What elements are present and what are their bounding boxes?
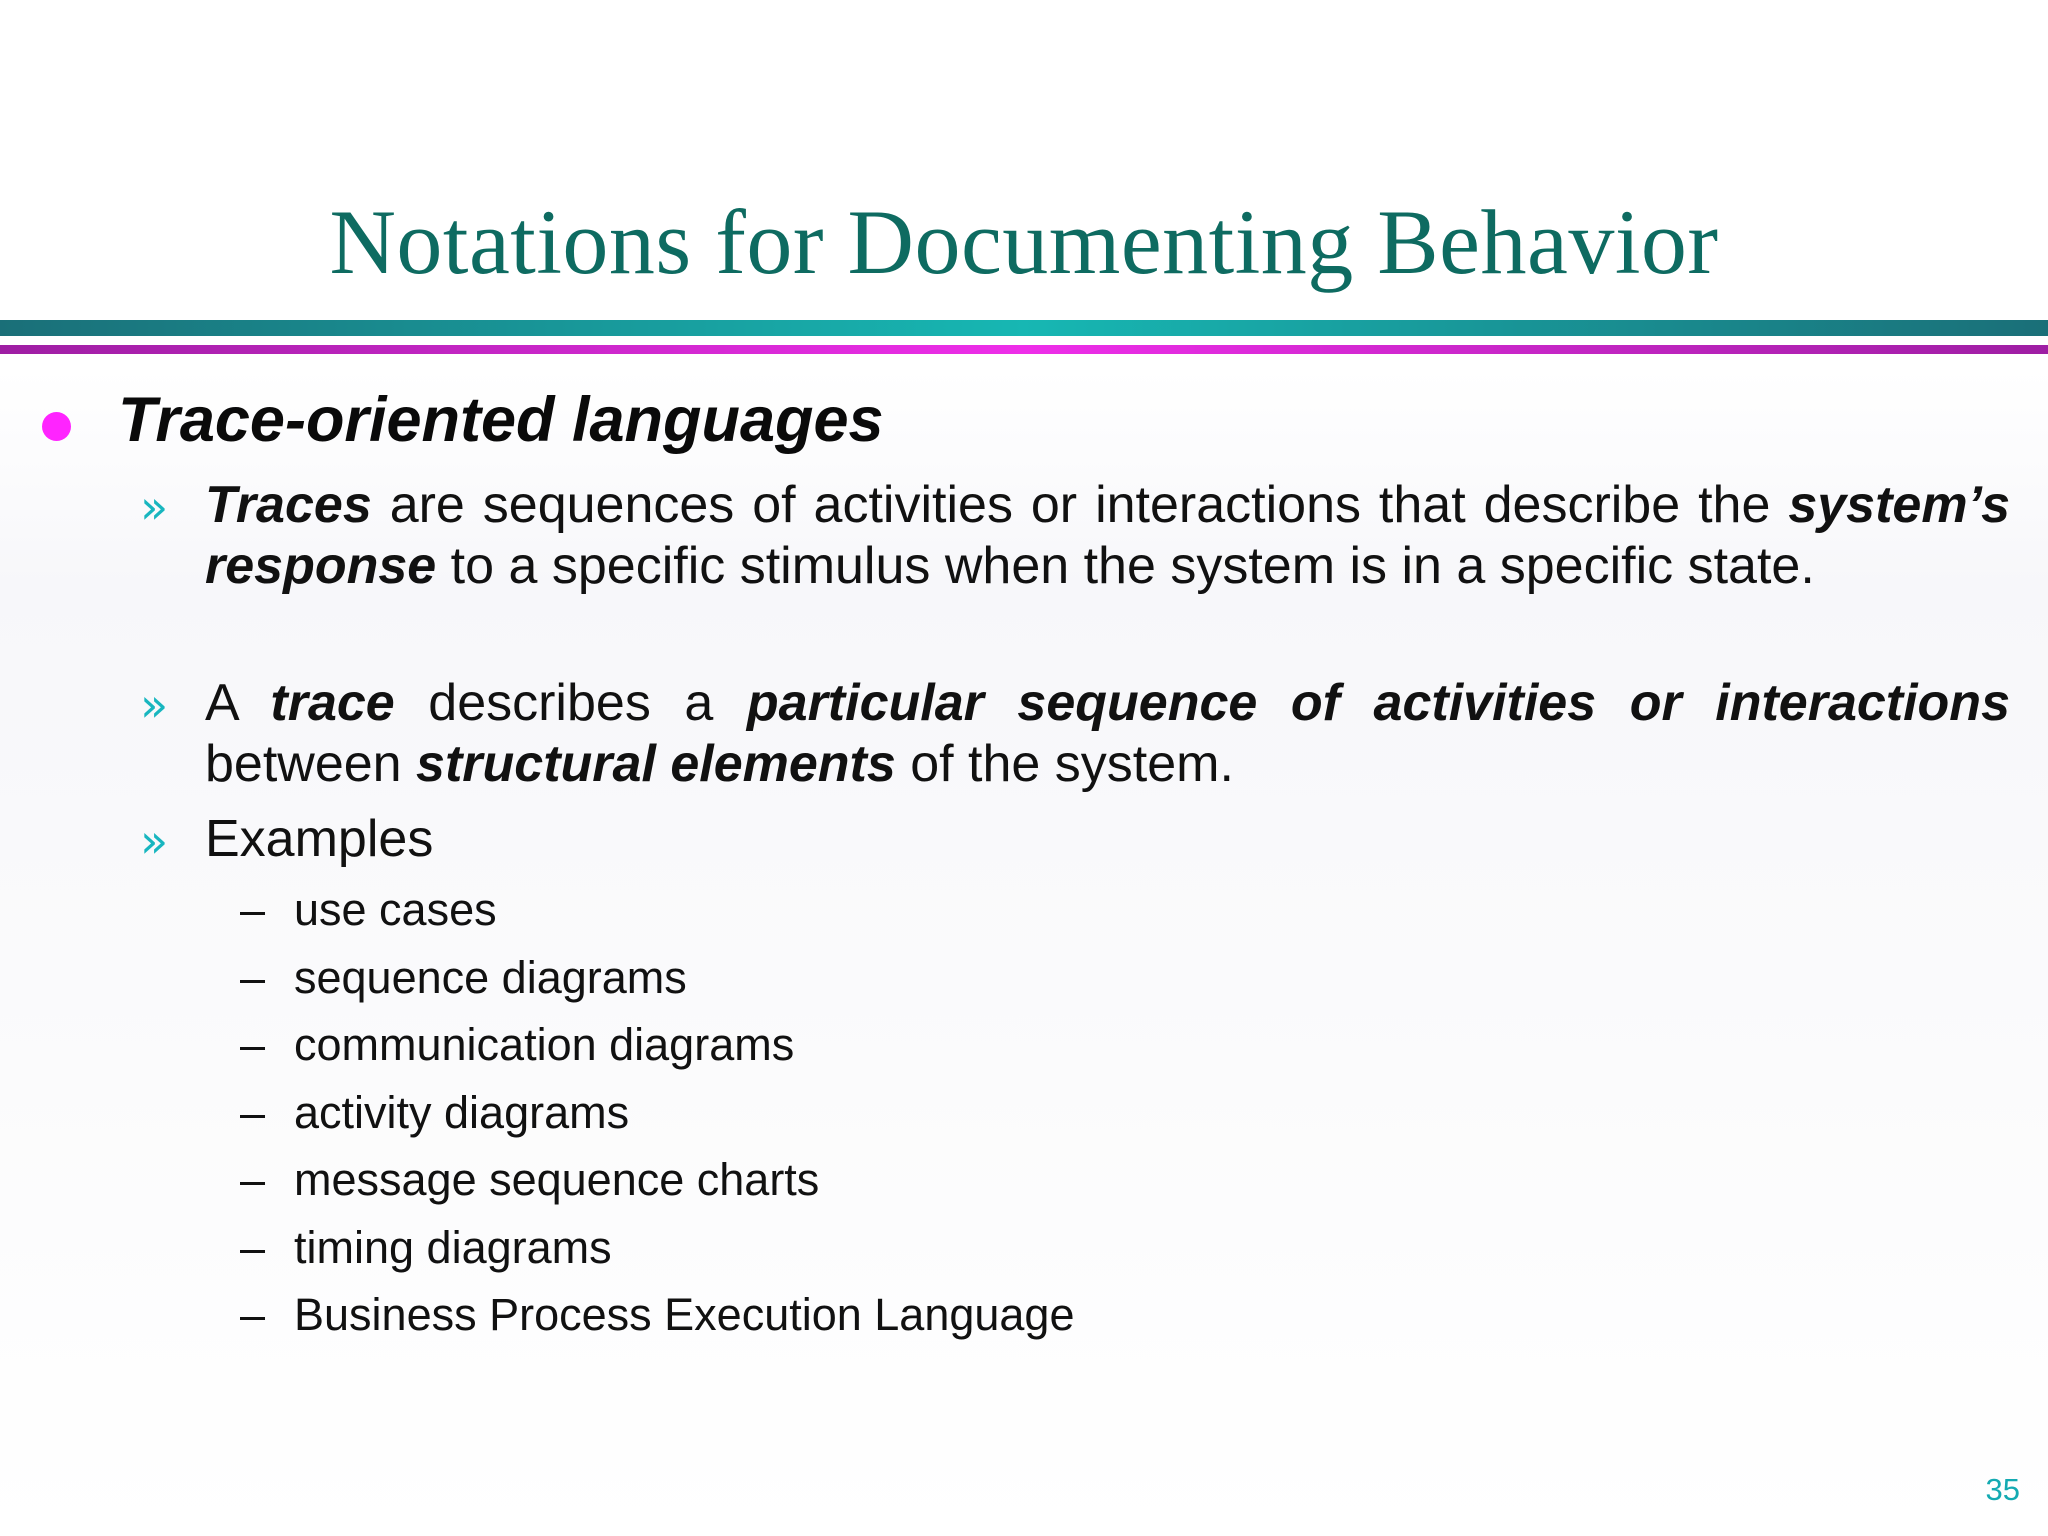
body-text: are sequences of activities or interactions that describe the [371,476,1789,534]
example-label: activity diagrams [294,1087,630,1138]
body-text: to a specific stimulus when the system is in a specific state. [436,537,1815,595]
example-item [0,1218,2048,1278]
example-label: communication diagrams [294,1019,795,1070]
chevron-right-icon: » [140,480,169,534]
example-label: sequence diagrams [294,952,687,1003]
example-item [0,880,2048,940]
example-item [0,948,2048,1008]
emphasis-text: particular sequence of activities or interactions [746,674,2010,732]
body-text: describes a [394,674,747,732]
emphasis-text: Traces [205,476,372,534]
example-label: use cases [294,884,497,935]
sub-bullet-examples [0,810,2048,872]
chevron-right-icon: » [140,814,169,868]
dash-icon: – [240,1019,266,1070]
example-label: Business Process Execution Language [294,1289,1075,1340]
sub-bullet-text [205,809,2010,870]
bullet-dot-icon [42,412,71,441]
bullet-trace-oriented [0,378,2048,458]
dash-icon: – [240,1087,266,1138]
sub-bullet-text [205,673,2010,795]
chevron-right-icon: » [140,678,169,732]
example-label: message sequence charts [294,1154,820,1205]
body-text: Examples [205,810,434,868]
example-label: timing diagrams [294,1222,612,1273]
example-item [0,1150,2048,1210]
emphasis-text: structural elements [416,735,896,793]
dash-icon: – [240,1222,266,1273]
sub-bullet-trace [0,674,2048,798]
sub-bullet-traces [0,476,2048,662]
example-item [0,1285,2048,1345]
emphasis-text: system’s response [205,476,2010,595]
dash-icon: – [240,952,266,1003]
title-rule-magenta [0,345,2048,354]
dash-icon: – [240,1289,266,1340]
emphasis-text: trace [270,674,395,732]
body-text: A [205,674,271,732]
example-item [0,1083,2048,1143]
slide-title: Notations for Documenting Behavior [329,191,1719,293]
sub-bullet-text [205,475,2010,597]
bullet-heading: Trace-oriented languages [118,385,884,455]
body-text: between [205,735,417,793]
dash-icon: – [240,1154,266,1205]
title-rule-teal [0,320,2048,336]
dash-icon: – [240,884,266,935]
example-item [0,1015,2048,1075]
body-text: of the system. [895,735,1234,793]
page-number: 35 [1985,1472,2020,1507]
